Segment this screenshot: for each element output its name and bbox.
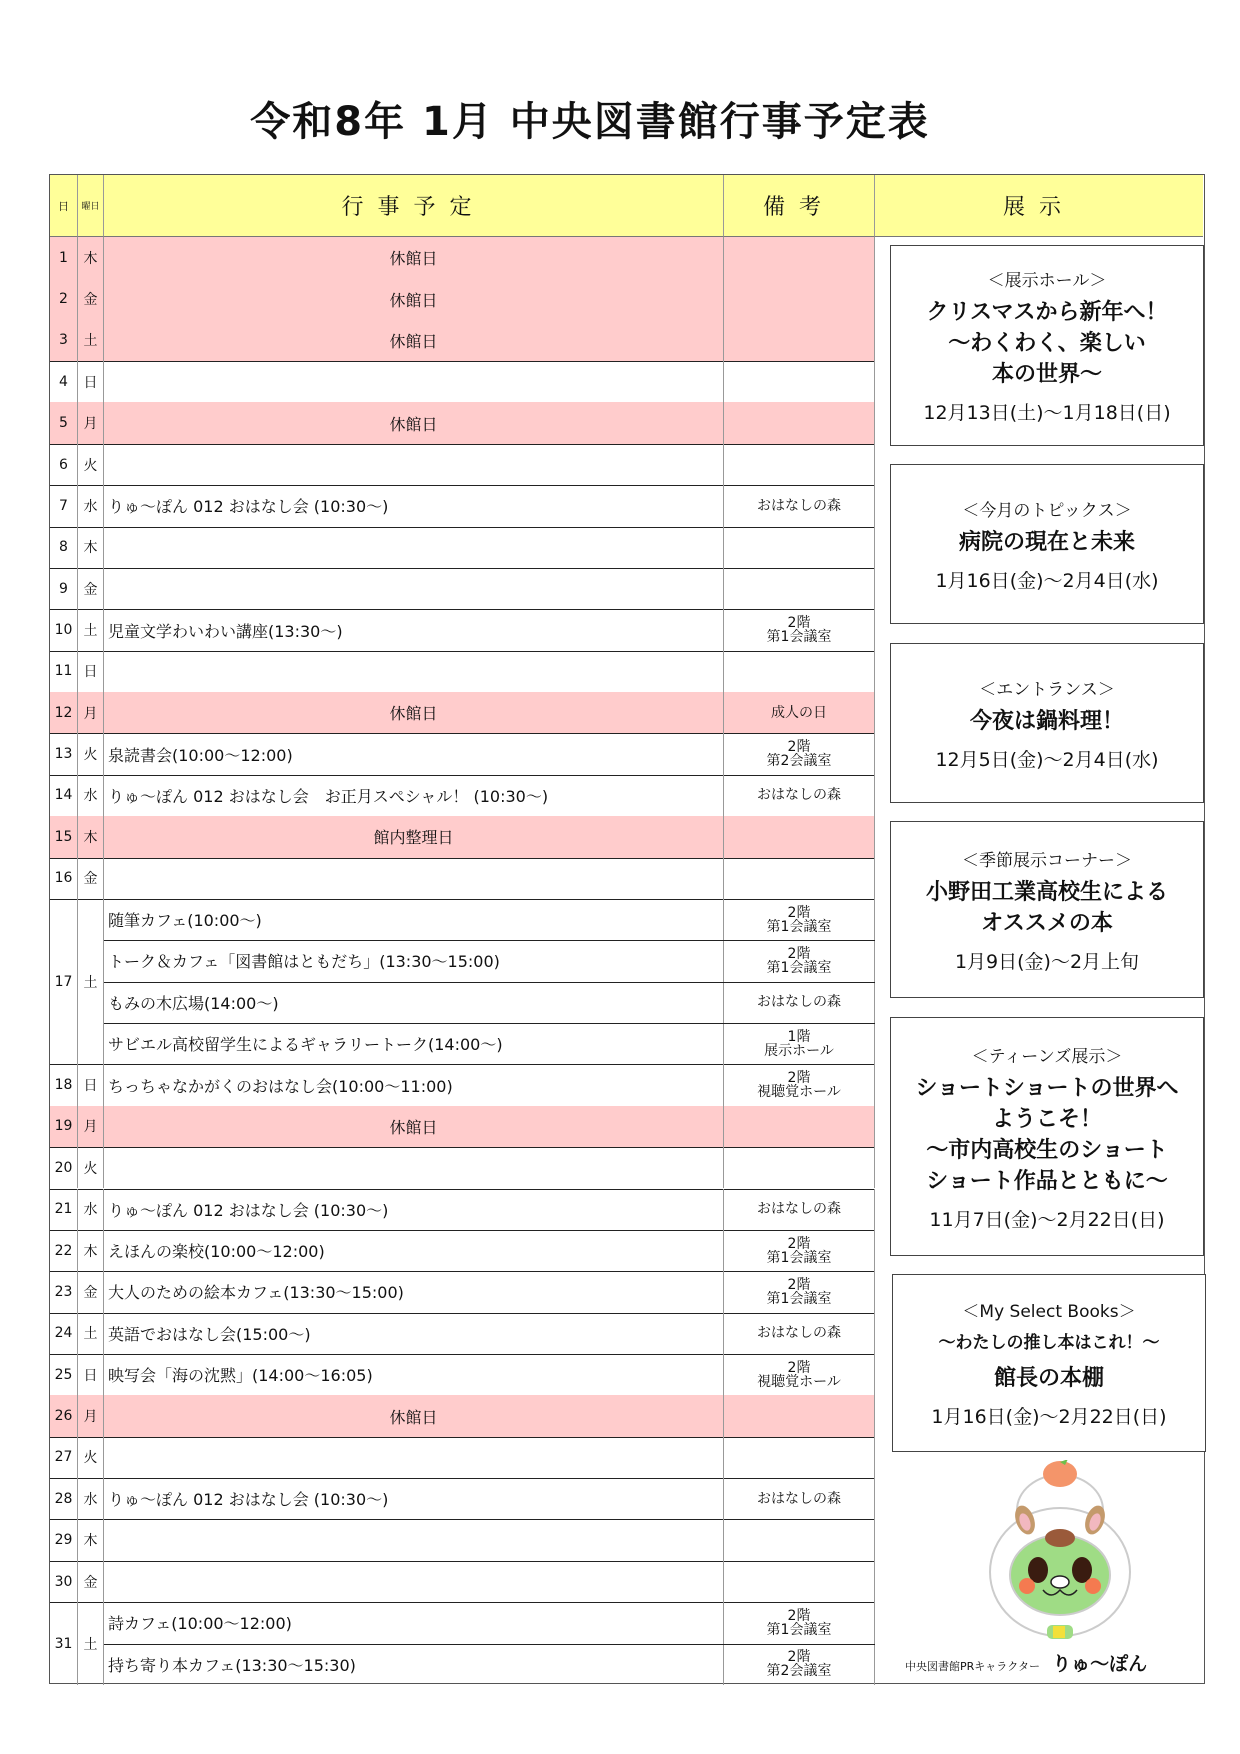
- day-number: 17: [50, 899, 78, 1064]
- exhibit-label: ＜展示ホール＞: [987, 271, 1107, 291]
- weekday: 木: [78, 237, 104, 278]
- day-number: 29: [50, 1519, 78, 1560]
- event-title: [104, 444, 724, 485]
- event-title: [104, 1561, 724, 1602]
- day-number: 9: [50, 568, 78, 609]
- weekday: 日: [78, 1064, 104, 1105]
- event-title: りゅ～ぽん 012 おはなし会 (10:30～): [104, 485, 724, 526]
- event-title: [104, 527, 724, 568]
- event-note: [724, 1519, 875, 1560]
- weekday: 土: [78, 1602, 104, 1685]
- event-title: ちっちゃなかがくのおはなし会(10:00～11:00): [104, 1064, 724, 1105]
- mascot-caption-text: 中央図書館PRキャラクター: [905, 1660, 1041, 1673]
- event-title: [104, 568, 724, 609]
- day-number: 16: [50, 858, 78, 899]
- event-note: [724, 237, 875, 278]
- exhibit-title: クリスマスから新年へ！: [926, 300, 1168, 325]
- weekday: 金: [78, 568, 104, 609]
- weekday: 土: [78, 1313, 104, 1354]
- exhibit-label: ＜My Select Books＞: [962, 1302, 1136, 1322]
- weekday: 月: [78, 1395, 104, 1436]
- row-divider: [104, 1644, 875, 1645]
- event-title: [104, 1437, 724, 1478]
- weekday: 水: [78, 1189, 104, 1230]
- weekday: 月: [78, 402, 104, 443]
- exhibit-title: ようこそ！: [991, 1106, 1102, 1132]
- event-note: 1階 展示ホール: [724, 1023, 875, 1064]
- event-title: 休館日: [104, 278, 724, 319]
- event-title: 泉読書会(10:00～12:00): [104, 733, 724, 774]
- day-number: 18: [50, 1064, 78, 1105]
- exhibit-title: ショート作品とともに～: [926, 1168, 1168, 1194]
- event-note: 2階 第1会議室: [724, 1602, 875, 1643]
- day-number: 10: [50, 609, 78, 650]
- exhibit-label: ＜エントランス＞: [979, 679, 1115, 700]
- event-title: えほんの楽校(10:00～12:00): [104, 1230, 724, 1271]
- day-number: 4: [50, 361, 78, 402]
- event-title: [104, 1519, 724, 1560]
- event-note: [724, 527, 875, 568]
- day-number: 13: [50, 733, 78, 774]
- weekday: 月: [78, 1106, 104, 1147]
- event-note: [724, 858, 875, 899]
- event-note: [724, 444, 875, 485]
- exhibit-subtitle: ～わたしの推し本はこれ！～: [938, 1333, 1160, 1353]
- exhibit-date: 11月7日(金)～2月22日(日): [929, 1208, 1165, 1231]
- event-note: 2階 視聴覚ホール: [724, 1354, 875, 1395]
- weekday: 木: [78, 1519, 104, 1560]
- event-title: りゅ～ぽん 012 おはなし会 お正月スペシャル！ (10:30～): [104, 775, 724, 816]
- exhibit-title: ショートショートの世界へ: [915, 1075, 1179, 1101]
- day-number: 22: [50, 1230, 78, 1271]
- event-note: おはなしの森: [724, 1189, 875, 1230]
- day-number: 1: [50, 237, 78, 278]
- day-number: 24: [50, 1313, 78, 1354]
- exhibit-title: ～わくわく、楽しい: [948, 331, 1146, 356]
- event-title: 児童文学わいわい講座(13:30～): [104, 609, 724, 650]
- mascot-name: りゅ～ぽん: [1052, 1653, 1148, 1675]
- weekday: 水: [78, 485, 104, 526]
- event-note: [724, 1106, 875, 1147]
- event-note: おはなしの森: [724, 775, 875, 816]
- event-title: [104, 1147, 724, 1188]
- event-note: 2階 視聴覚ホール: [724, 1064, 875, 1105]
- exhibit-label: ＜ティーンズ展示＞: [971, 1046, 1123, 1067]
- weekday: 金: [78, 858, 104, 899]
- event-title: [104, 651, 724, 692]
- event-title: りゅ～ぽん 012 おはなし会 (10:30～): [104, 1189, 724, 1230]
- event-title: 休館日: [104, 320, 724, 361]
- day-number: 15: [50, 816, 78, 857]
- exhibit-box-teens: [890, 1017, 1204, 1256]
- exhibit-box-my-select-books: [892, 1274, 1206, 1452]
- weekday: 月: [78, 692, 104, 733]
- event-title: りゅ～ぽん 012 おはなし会 (10:30～): [104, 1478, 724, 1519]
- event-title: 休館日: [104, 237, 724, 278]
- exhibit-date: 1月9日(金)～2月上旬: [954, 950, 1140, 973]
- event-note: [724, 1437, 875, 1478]
- weekday: 金: [78, 278, 104, 319]
- event-note: 2階 第1会議室: [724, 1230, 875, 1271]
- event-note: [724, 1561, 875, 1602]
- header-exhibits: 展示: [875, 175, 1203, 237]
- event-title: 大人のための絵本カフェ(13:30～15:00): [104, 1271, 724, 1312]
- event-title: 休館日: [104, 1106, 724, 1147]
- day-number: 30: [50, 1561, 78, 1602]
- mascot-caption: [905, 1649, 1147, 1676]
- day-number: 2: [50, 278, 78, 319]
- weekday: 日: [78, 651, 104, 692]
- weekday: 火: [78, 1147, 104, 1188]
- day-number: 7: [50, 485, 78, 526]
- weekday: 火: [78, 444, 104, 485]
- event-title: 館内整理日: [104, 816, 724, 857]
- day-number: 11: [50, 651, 78, 692]
- event-title: 映写会「海の沈黙」(14:00～16:05): [104, 1354, 724, 1395]
- event-note: [724, 651, 875, 692]
- event-title: 休館日: [104, 1395, 724, 1436]
- exhibit-box-hall: [890, 245, 1204, 446]
- day-number: 14: [50, 775, 78, 816]
- day-number: 20: [50, 1147, 78, 1188]
- row-divider: [104, 940, 875, 941]
- exhibit-date: 12月13日(土)～1月18日(日): [923, 402, 1171, 424]
- header-notes: 備考: [724, 175, 875, 237]
- event-note: [724, 1395, 875, 1436]
- header-weekday: 曜日: [78, 175, 104, 237]
- event-note: [724, 278, 875, 319]
- event-title: 詩カフェ(10:00～12:00): [104, 1602, 724, 1643]
- day-number: 19: [50, 1106, 78, 1147]
- event-title: 持ち寄り本カフェ(13:30～15:30): [104, 1644, 724, 1685]
- row-divider: [104, 982, 875, 983]
- day-number: 26: [50, 1395, 78, 1436]
- event-note: 2階 第1会議室: [724, 1271, 875, 1312]
- event-note: 2階 第2会議室: [724, 1644, 875, 1685]
- exhibit-box-topics: [890, 464, 1204, 624]
- event-note: [724, 816, 875, 857]
- header-day: 日: [50, 175, 78, 237]
- schedule-table: [49, 174, 1205, 1684]
- event-note: 2階 第1会議室: [724, 899, 875, 940]
- exhibit-title: オススメの本: [981, 910, 1113, 936]
- day-number: 3: [50, 320, 78, 361]
- event-note: 2階 第2会議室: [724, 733, 875, 774]
- weekday: 日: [78, 361, 104, 402]
- event-note: 2階 第1会議室: [724, 609, 875, 650]
- event-note: おはなしの森: [724, 1478, 875, 1519]
- event-note: おはなしの森: [724, 485, 875, 526]
- day-number: 31: [50, 1602, 78, 1685]
- exhibit-box-seasonal: [890, 821, 1204, 998]
- mascot-ryupon-illustration: [985, 1460, 1135, 1650]
- event-note: 成人の日: [724, 692, 875, 733]
- exhibit-title: 小野田工業高校生による: [925, 879, 1168, 905]
- event-note: 2階 第1会議室: [724, 940, 875, 981]
- day-number: 12: [50, 692, 78, 733]
- event-title: [104, 361, 724, 402]
- exhibit-title: 館長の本棚: [993, 1366, 1104, 1391]
- exhibit-label: ＜季節展示コーナー＞: [962, 850, 1132, 871]
- weekday: 木: [78, 527, 104, 568]
- exhibit-date: 1月16日(金)～2月22日(日): [931, 1406, 1167, 1428]
- header-events: 行事予定: [104, 175, 724, 237]
- weekday: 木: [78, 816, 104, 857]
- event-title: 随筆カフェ(10:00～): [104, 899, 724, 940]
- event-title: もみの木広場(14:00～): [104, 982, 724, 1023]
- event-note: おはなしの森: [724, 982, 875, 1023]
- exhibit-title: ～市内高校生のショート: [926, 1137, 1168, 1163]
- weekday: 日: [78, 1354, 104, 1395]
- weekday: 土: [78, 320, 104, 361]
- event-note: [724, 402, 875, 443]
- exhibit-date: 1月16日(金)～2月4日(水): [935, 569, 1159, 592]
- weekday: 木: [78, 1230, 104, 1271]
- event-title: [104, 858, 724, 899]
- weekday: 金: [78, 1561, 104, 1602]
- day-number: 25: [50, 1354, 78, 1395]
- weekday: 水: [78, 1478, 104, 1519]
- event-note: [724, 361, 875, 402]
- exhibit-date: 12月5日(金)～2月4日(水): [935, 748, 1159, 771]
- day-number: 6: [50, 444, 78, 485]
- exhibit-title: 病院の現在と未来: [958, 529, 1135, 555]
- weekday: 火: [78, 733, 104, 774]
- event-note: おはなしの森: [724, 1313, 875, 1354]
- event-title: サビエル高校留学生によるギャラリートーク(14:00～): [104, 1023, 724, 1064]
- event-title: 英語でおはなし会(15:00～): [104, 1313, 724, 1354]
- event-title: 休館日: [104, 402, 724, 443]
- exhibit-title: 本の世界～: [991, 362, 1102, 387]
- day-number: 27: [50, 1437, 78, 1478]
- row-divider: [104, 1023, 875, 1024]
- event-note: [724, 568, 875, 609]
- day-number: 28: [50, 1478, 78, 1519]
- day-number: 23: [50, 1271, 78, 1312]
- exhibit-label: ＜今月のトピックス＞: [962, 500, 1132, 521]
- exhibit-box-entrance: [890, 643, 1204, 803]
- event-note: [724, 320, 875, 361]
- day-number: 21: [50, 1189, 78, 1230]
- event-title: 休館日: [104, 692, 724, 733]
- weekday: 金: [78, 1271, 104, 1312]
- page-title: 令和8年 1月 中央図書館行事予定表: [250, 99, 930, 145]
- weekday: 水: [78, 775, 104, 816]
- event-note: [724, 1147, 875, 1188]
- day-number: 8: [50, 527, 78, 568]
- weekday: 土: [78, 609, 104, 650]
- exhibit-title: 今夜は鍋料理！: [969, 708, 1124, 734]
- day-number: 5: [50, 402, 78, 443]
- event-title: トーク＆カフェ「図書館はともだち」(13:30～15:00): [104, 940, 724, 981]
- weekday: 火: [78, 1437, 104, 1478]
- weekday: 土: [78, 899, 104, 1064]
